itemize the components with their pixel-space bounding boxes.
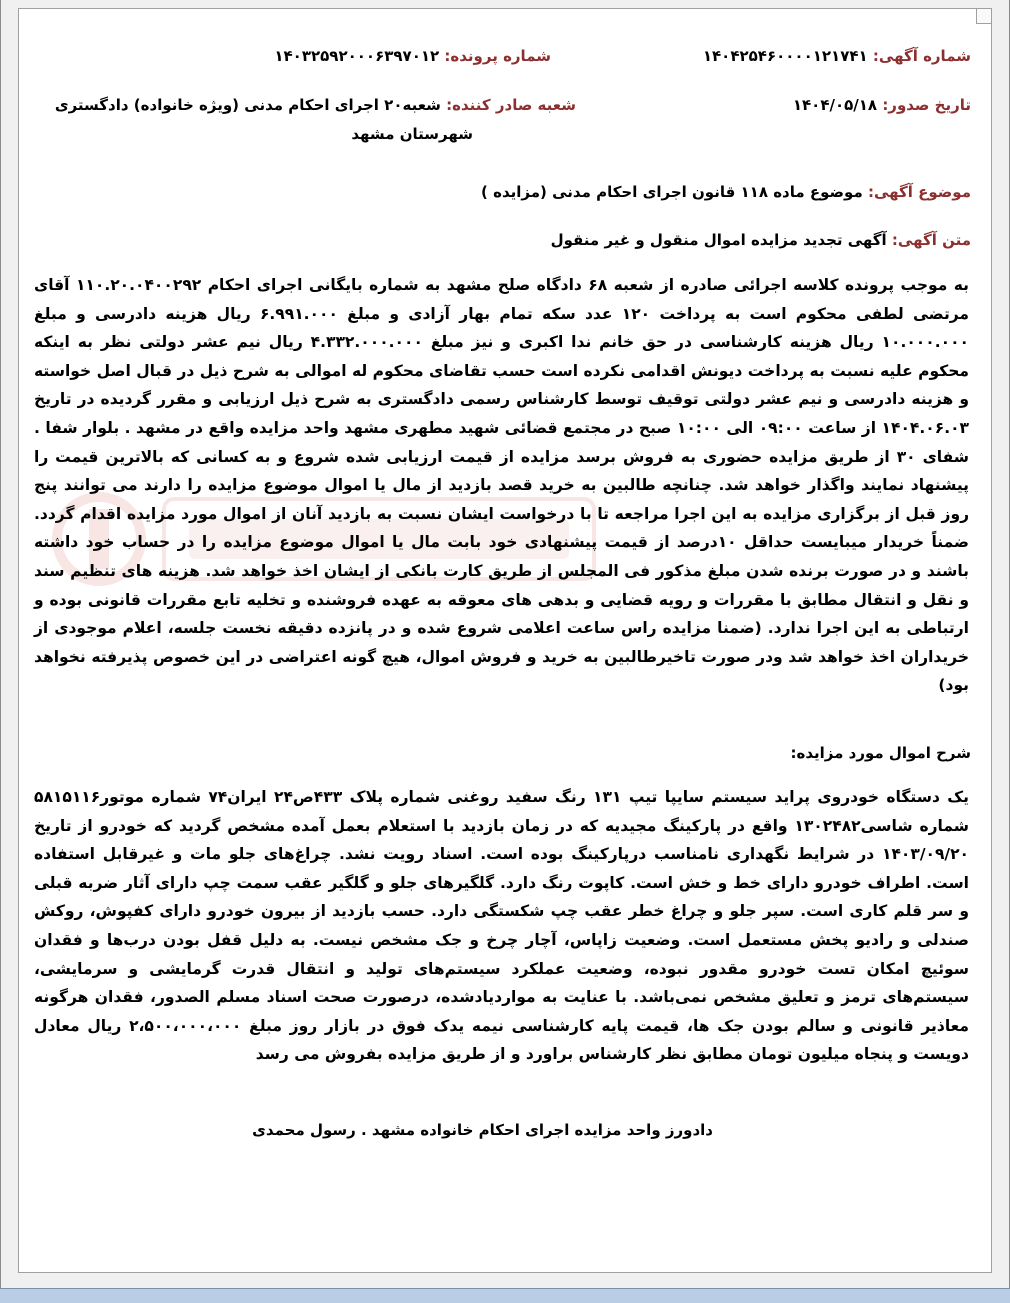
- ad-number-value: ۱۴۰۴۲۵۴۶۰۰۰۰۱۲۱۷۴۱: [702, 47, 868, 65]
- issuer-label: شعبه صادر کننده:: [446, 96, 576, 114]
- signature: دادورز واحد مزایده اجرای احکام خانواده مشهد . رسول محمدی: [252, 1121, 713, 1139]
- property-description: [34, 783, 969, 1069]
- main-paragraph: به موجب پرونده کلاسه اجرائی صادره از شعبه ۶۸ دادگاه صلح مشهد به شماره بایگانی اجرای احکام ۱۱۰.۲۰.۰۴۰۰۲۹۲ آقای مرتضی لطفی محکوم است به پرداخت ۱۲۰ عدد سکه تمام بهار آزادی و مبلغ ۶.۹۹۱.۰۰۰ ریال هزینه دادرسی و مبلغ ۱۰.۰۰۰.۰۰۰ ریال هزینه کارشناسی در حق خانم ندا اکبری و نیز مبلغ ۴.۳۳۲.۰۰۰.۰۰۰ ریال نیم عشر دولتی نظر به اینکه محکوم علیه نسبت به پرداخت دیونش اقدامی نکرده است حسب تقاضای محکوم له اموالی به شرح ذیل در قبال اصل خواسته و هزینه دادرسی و نیم عشر دولتی توقیف توسط کارشناس رسمی دادگستری به شرح ذیل ارزیابی و مقرر گردیده در تاریخ ۱۴۰۴.۰۶.۰۳ از ساعت ۰۹:۰۰ الی ۱۰:۰۰ صبح در مجتمع قضائی شهید مطهری مشهد واحد مزایده واقع در مشهد . بلوار شفا . شفای ۳۰ از طریق مزایده حضوری به فروش برسد مزایده از قیمت ارزیابی شده شروع و به کسانی که بالاترین قیمت را پیشنهاد نمایند واگذار خواهد شد. چنانچه طالبین به خرید قصد بازدید از مال یا اموال موضوع مزایده را دارند می توانند پنج روز قبل از برگزاری مزایده به این اجرا مراجعه تا با درخواست ایشان نسبت به بازدید آنان از اموال مورد مزایده اقدام گردد. ضمناً خریدار میبایست حداقل ۱۰درصد از قیمت پیشنهادی خود بابت مال یا اموال موضوع مزایده را در حساب خود داشته باشند و در صورت برنده شدن مبلغ مذکور فی المجلس از طریق کارت بانکی از ایشان اخذ خواهد شد. هزینه های تنظیم سند و نقل و انتقال مطابق با مقررات و رویه قضایی و بدهی های معوقه به عهده فروشنده و تخلیه تابع مقررات قانونی بوده و ارتباطی به این اجرا ندارد. (ضمنا مزایده راس ساعت اعلامی شروع شده و در پانزده دقیقه نخست جلسه، اعلام موجودی از خریداران اخذ خواهد شد ودر صورت تاخیرطالبین به خرید و فروش اموال، هیچ گونه اعتراضی در این خصوص پذیرفته نخواهد بود): [34, 276, 970, 695]
- notice-title: آگهی تجدید مزایده اموال منقول و غیر منقول: [550, 231, 887, 249]
- property-heading: شرح اموال مورد مزایده:: [790, 744, 971, 762]
- property-heading-field: [791, 744, 971, 762]
- issuer-line1: شعبه۲۰ اجرای احکام مدنی (ویژه خانواده) دادگستری: [54, 96, 441, 114]
- ad-number-field: [703, 47, 971, 65]
- ad-number-label: شماره آگهی:: [872, 47, 971, 65]
- property-paragraph: یک دستگاه خودروی پراید سیستم سایپا تیپ ۱۳۱ رنگ سفید روغنی شماره پلاک ۴۳۳ص۲۴ ایران۷۴ شماره موتور۵۸۱۵۱۱۶ شماره شاسی۱۳۰۲۴۸۲ واقع در پارکینگ مجیدیه که در زمان بازدید با استعلام بعمل آمده مشخص گردید که خودرو از تاریخ ۱۴۰۳/۰۹/۲۰ در شرایط نگهداری نامناسب درپارکینگ بوده است. اسناد رویت نشد. چراغ‌های جلو مات و غیرقابل استفاده است. اطراف خودرو دارای خط و خش است. کاپوت رنگ دارد. گلگیرهای جلو و گلگیر عقب سمت چپ دارای آثار ضربه قبلی و سر قلم کاری است. سپر جلو و چراغ خطر عقب چپ شکستگی دارد. حسب بازدید از بیرون خودرو دارای کفپوش، روکش صندلی و رادیو پخش مستعمل است. وضعیت زاپاس، آچار چرخ و جک مشخص نیست. به دلیل قفل بودن درب‌ها و فقدان سوئیچ امکان تست خودرو مقدور نبوده، وضعیت عملکرد سیستم‌های تولید و انتقال قدرت گرمایشی و سرمایشی، سیستم‌های ترمز و تعلیق مشخص نمی‌باشد. با عنایت به مواردیادشده، درصورت صحت اسناد مسلم الصدور، فقدان هرگونه معاذیر قانونی و سالم بودن جک ها، قیمت پایه کارشناسی نیمه یدک فوق در بازار روز مبلغ ۲،۵۰۰،۰۰۰،۰۰۰ ریال معادل دویست و پنجاه میلیون تومان مطابق نظر کارشناس براورد و از طریق مزایده بفروش می رسد: [34, 788, 970, 1064]
- issue-date-field: [793, 96, 971, 114]
- document-panel: [18, 8, 992, 1273]
- subject-label: موضوع آگهی:: [867, 183, 971, 201]
- issuer-line2-field: [351, 125, 473, 143]
- issue-date-value: ۱۴۰۴/۰۵/۱۸: [792, 96, 878, 114]
- issuer-line2: شهرستان مشهد: [351, 125, 473, 143]
- subject-field: [481, 183, 971, 201]
- text-title-field: [551, 231, 971, 249]
- issuer-field: [55, 96, 576, 114]
- case-number-field: [274, 47, 551, 65]
- notice-body: [34, 271, 969, 700]
- case-number-value: ۱۴۰۳۲۵۹۲۰۰۰۶۳۹۷۰۱۲: [274, 47, 440, 65]
- window-bottom-bar: [0, 1288, 1010, 1303]
- subject-value: موضوع ماده ۱۱۸ قانون اجرای احکام مدنی (مزایده ): [481, 183, 863, 201]
- signature-field: [252, 1121, 713, 1139]
- case-number-label: شماره پرونده:: [444, 47, 551, 65]
- text-label: متن آگهی:: [891, 231, 971, 249]
- corner-box: [976, 9, 991, 24]
- issue-date-label: تاریخ صدور:: [882, 96, 971, 114]
